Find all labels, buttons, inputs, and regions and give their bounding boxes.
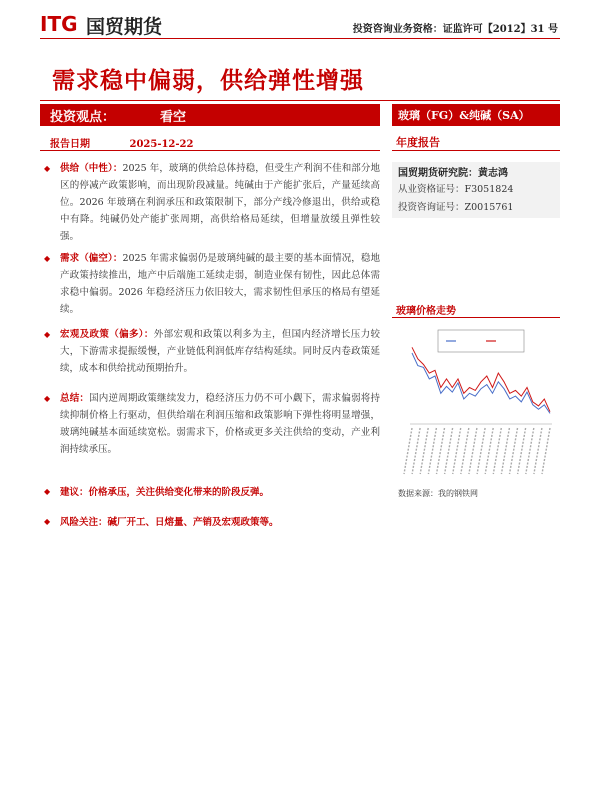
x-tick-label bbox=[501, 428, 509, 474]
risk-text: 风险关注：碱厂开工、日熔量、产销及宏观政策等。 bbox=[60, 517, 279, 528]
section-text: 2025 年，玻璃的供给总体持稳，但受生产利润不佳和部分地区的停减产政策影响，而出现阶段减量。纯碱由于产能扩张后，产量延续高位。2026 年玻璃在利润承压和政策限制下，部分产线冷修退出，供给或稳中有降。纯碱仍处产能扩张周期，高供给格局延续，但增量放缓且弹性较强。 bbox=[60, 163, 380, 242]
bullet-icon: ◆ bbox=[44, 516, 51, 526]
section-head: 宏观及政策（偏多）： bbox=[60, 329, 154, 340]
chart-source: 数据来源：我的钢铁网 bbox=[398, 489, 478, 498]
report-date-value: 2025-12-22 bbox=[129, 139, 194, 150]
x-tick-label bbox=[534, 428, 542, 474]
report-type-divider bbox=[392, 150, 560, 151]
x-tick-label bbox=[477, 428, 485, 474]
logo-company-name: 国贸期货 bbox=[86, 16, 163, 38]
bullet-icon: ◆ bbox=[44, 394, 51, 403]
report-type: 年度报告 bbox=[396, 136, 440, 149]
bullet-icon: ◆ bbox=[44, 486, 51, 496]
x-tick-label bbox=[445, 428, 453, 474]
chart-divider bbox=[392, 317, 560, 318]
price-chart bbox=[396, 324, 560, 480]
bullet-icon: ◆ bbox=[44, 164, 51, 173]
view-label: 投资观点： bbox=[50, 109, 116, 125]
section-text: 外部宏观和政策以利多为主，但国内经济增长压力较大，下游需求提振缓慢，产业链低利润低库存结构延续。同时反内卷政策延续，成本和供给扰动预期抬升。 bbox=[60, 329, 380, 374]
report-date-label: 报告日期 bbox=[50, 139, 90, 150]
date-divider bbox=[40, 150, 380, 151]
x-tick-label bbox=[453, 428, 461, 474]
section-summary bbox=[40, 390, 380, 458]
license-text: 投资咨询业务资格：证监许可【2012】31 号 bbox=[352, 24, 558, 35]
section-head: 供给（中性）： bbox=[60, 163, 123, 174]
section-head: 总结： bbox=[60, 393, 90, 404]
x-tick-label bbox=[485, 428, 493, 474]
header-divider bbox=[40, 38, 560, 39]
bullet-icon: ◆ bbox=[44, 330, 51, 339]
analyst-name: 国贸期货研究院：黄志鸿 bbox=[398, 168, 508, 179]
x-tick-label bbox=[428, 428, 436, 474]
report-title: 需求稳中偏弱，供给弹性增强 bbox=[52, 67, 364, 94]
x-tick-label bbox=[412, 428, 420, 474]
report-date-row bbox=[50, 135, 193, 150]
view-value: 看空 bbox=[160, 109, 187, 125]
x-tick-label bbox=[510, 428, 518, 474]
x-tick-label bbox=[526, 428, 534, 474]
advice bbox=[40, 484, 380, 498]
products-bar: 玻璃（FG）&纯碱（SA） bbox=[392, 104, 560, 126]
x-tick-label bbox=[542, 428, 550, 474]
x-tick-label bbox=[518, 428, 526, 474]
analyst-cert-2: 投资咨询证号：Z0015761 bbox=[398, 202, 514, 213]
x-tick-label bbox=[437, 428, 445, 474]
series-line-1 bbox=[412, 353, 550, 413]
x-tick-label bbox=[469, 428, 477, 474]
risk bbox=[40, 514, 380, 528]
analyst-cert-1: 从业资格证号：F3051824 bbox=[398, 184, 514, 195]
x-tick-label bbox=[493, 428, 501, 474]
advice-text: 建议：价格承压，关注供给变化带来的阶段反弹。 bbox=[60, 487, 270, 498]
x-tick-label bbox=[420, 428, 428, 474]
section-head: 需求（偏空）： bbox=[60, 253, 123, 264]
section-demand bbox=[40, 250, 380, 318]
section-supply bbox=[40, 160, 380, 245]
section-macro bbox=[40, 326, 380, 377]
chart-title: 玻璃价格走势 bbox=[396, 306, 456, 317]
logo-itg: ITG bbox=[40, 12, 78, 36]
title-divider bbox=[40, 100, 560, 101]
bullet-icon: ◆ bbox=[44, 254, 51, 263]
investment-view-bar bbox=[40, 104, 380, 126]
x-tick-label bbox=[461, 428, 469, 474]
series-line-2 bbox=[412, 347, 550, 411]
section-text: 国内逆周期政策继续发力，稳经济压力仍不可小觑下，需求偏弱将持续抑制价格上行驱动，但供给端在利润压缩和政策影响下弹性将明显增强，玻璃纯碱基本面延续宽松。弱需求下，价格或更多关注供给的变动，产业利润持续承压。 bbox=[60, 393, 380, 455]
section-text: 2025 年需求偏弱仍是玻璃纯碱的最主要的基本面情况，稳地产政策持续推出，地产中后端施工延续走弱，制造业保有韧性，因此总体需求稳中偏弱。2026 年稳经济压力依旧较大，需求韧性但承压的格局有望延续。 bbox=[60, 253, 380, 315]
x-tick-label bbox=[404, 428, 412, 474]
